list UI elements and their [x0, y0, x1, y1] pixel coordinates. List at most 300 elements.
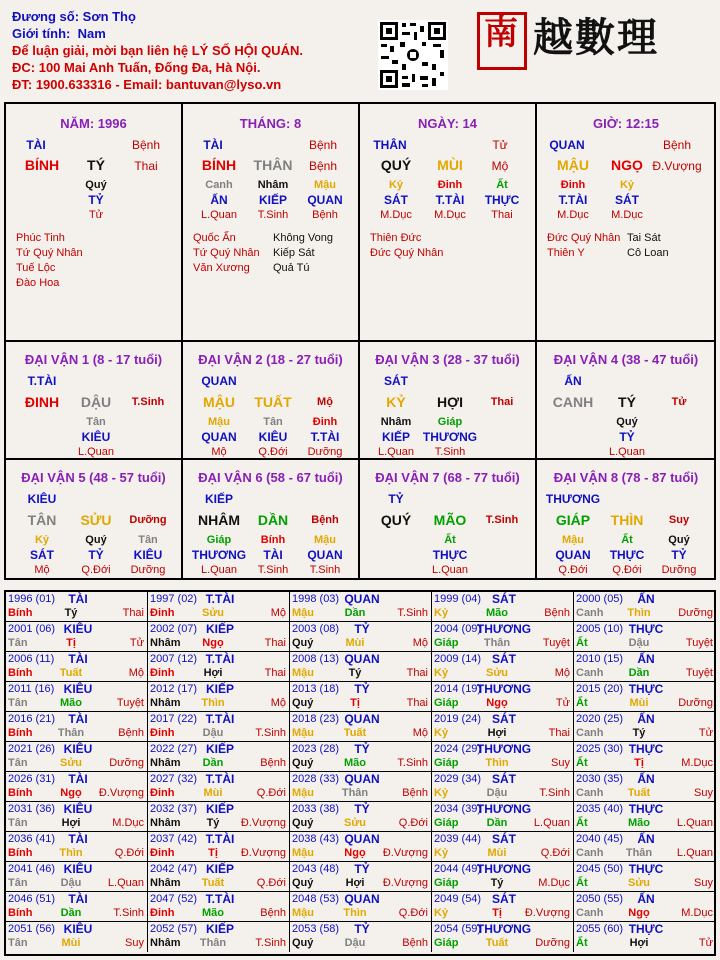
year-chi: Tý [348, 667, 362, 679]
year-chi: Tý [632, 727, 646, 739]
year-chi: Dậu [628, 637, 650, 649]
year-cell [290, 922, 432, 952]
star-left: Đức Quý Nhân [547, 232, 621, 244]
year-stage: L.Quan [107, 877, 144, 889]
year-chi: Dần [628, 667, 650, 679]
dai-van-chi: MÃO [433, 512, 467, 528]
year-label: 2037 (42) [150, 833, 198, 845]
dai-van-can: MẬU [203, 394, 235, 410]
year-stage: Q.Đới [540, 847, 570, 859]
gender-value: Nam [77, 26, 106, 41]
star-right: Kiếp Sát [273, 247, 315, 259]
header-info [12, 8, 303, 93]
year-god: KIẾP [205, 682, 235, 696]
dv-hidden-can: Mậu [562, 534, 584, 546]
year-label: 2004 (09) [434, 623, 482, 635]
year-can: Đinh [150, 667, 175, 679]
hidden-god: SÁT [615, 193, 639, 207]
year-label: 2033 (38) [292, 803, 340, 815]
dai-van-can: NHÂM [198, 512, 240, 528]
hidden-stage: Bệnh [312, 209, 338, 221]
dv-hidden-god: TỶ [671, 548, 687, 562]
year-label: 2009 (14) [434, 653, 482, 665]
year-cell [432, 832, 574, 862]
year-cell [290, 682, 432, 712]
hidden-god: ẤN [210, 193, 228, 207]
year-god: TÀI [68, 772, 88, 786]
year-label: 2003 (08) [292, 623, 340, 635]
address: ĐC: 100 Mai Anh Tuấn, Đống Đa, Hà Nội. [12, 60, 261, 75]
dv-hidden-stage: L.Quan [77, 446, 115, 458]
year-chi: Tuất [201, 877, 225, 889]
hidden-god: KIẾP [258, 193, 288, 207]
pillar-can: QUÝ [380, 157, 412, 173]
year-chi: Ngọ [344, 847, 366, 859]
year-label: 2002 (07) [150, 623, 198, 635]
year-god: TỶ [354, 802, 370, 816]
dai-van-cell [6, 460, 183, 580]
year-stage: Tuyệt [685, 667, 713, 679]
star-left: Quốc Ấn [193, 232, 236, 244]
year-stage: Dưỡng [678, 607, 713, 619]
year-label: 2020 (25) [576, 713, 624, 725]
year-label: 2019 (24) [434, 713, 482, 725]
dai-van-god: KIÊU [27, 492, 57, 506]
year-god: SÁT [492, 832, 516, 846]
year-can: Quý [292, 877, 314, 889]
year-can: Kỷ [434, 727, 449, 739]
dv-hidden-stage: Mộ [34, 564, 50, 576]
year-cell [148, 622, 290, 652]
year-cell [432, 682, 574, 712]
year-chi: Tị [350, 697, 360, 709]
year-can: Mậu [292, 907, 314, 919]
year-label: 2011 (16) [8, 683, 55, 695]
star-left: Đức Quý Nhân [370, 247, 444, 259]
year-god: SÁT [492, 652, 516, 666]
year-label: 2029 (34) [434, 773, 482, 785]
year-cell [148, 682, 290, 712]
year-stage: Đ.Vượng [98, 787, 144, 799]
dv-hidden-can: Tân [263, 416, 283, 428]
year-stage: Bệnh [544, 607, 570, 619]
year-stage: Dưỡng [109, 757, 144, 769]
year-god: KIẾP [205, 862, 235, 876]
dv-hidden-god: TÀI [263, 548, 283, 562]
year-label: 2025 (30) [576, 743, 624, 755]
year-god: ẤN [637, 772, 655, 786]
year-chi: Dậu [486, 787, 508, 799]
year-cell [6, 682, 148, 712]
year-can: Ất [576, 757, 588, 769]
year-label: 2006 (11) [8, 653, 55, 665]
year-label: 2005 (10) [576, 623, 624, 635]
year-can: Canh [576, 787, 604, 799]
dai-van-god: T.TÀI [27, 374, 57, 388]
year-god: THƯƠNG [476, 922, 532, 936]
year-stage: Thai [122, 607, 144, 619]
year-stage: Đ.Vượng [382, 847, 428, 859]
year-can: Bính [8, 727, 33, 739]
dai-van-cell [360, 342, 537, 460]
dv-hidden-god: KIÊU [133, 548, 163, 562]
year-chi: Mùi [487, 847, 507, 859]
year-god: KIẾP [205, 742, 235, 756]
year-god: QUAN [344, 712, 380, 726]
year-stage: Suy [694, 787, 713, 799]
hidden-can: Đinh [560, 179, 586, 191]
year-can: Canh [576, 607, 604, 619]
year-god: THƯƠNG [476, 622, 532, 636]
dai-van-chi: TUẤT [254, 394, 292, 410]
year-chi: Tuất [59, 667, 83, 679]
dai-van-god: KIẾP [204, 492, 234, 506]
pillar-cell [6, 104, 183, 342]
year-chi: Dậu [344, 937, 366, 949]
year-cell [432, 892, 574, 922]
year-cell [148, 832, 290, 862]
year-can: Nhâm [150, 697, 181, 709]
dv-hidden-can: Quý [616, 416, 638, 428]
year-god: T.TÀI [205, 892, 235, 906]
year-can: Kỷ [434, 667, 449, 679]
year-label: 2049 (54) [434, 893, 482, 905]
year-chi: Thìn [343, 907, 367, 919]
dv-hidden-god: KIÊU [258, 430, 288, 444]
year-cell [290, 652, 432, 682]
year-stage: M.Dục [681, 757, 713, 769]
dv-hidden-can: Giáp [437, 416, 463, 428]
pillar-chi: MÙI [437, 157, 463, 173]
year-can: Quý [292, 937, 314, 949]
dv-hidden-god: THỰC [609, 548, 645, 562]
year-god: QUAN [344, 832, 380, 846]
year-cell [6, 892, 148, 922]
owner-name: Đương số: Sơn Thọ [12, 9, 136, 24]
year-label: 2045 (50) [576, 863, 624, 875]
dv-hidden-stage: Dưỡng [130, 564, 166, 576]
pillar-stage-top: Bệnh [308, 138, 338, 152]
dv-hidden-stage: Mộ [211, 446, 227, 458]
year-can: Đinh [150, 607, 175, 619]
year-cell [148, 862, 290, 892]
dv-hidden-god: T.TÀI [310, 430, 340, 444]
hidden-stage: M.Dục [557, 209, 589, 221]
year-god: THỰC [628, 922, 664, 936]
year-chi: Dần [202, 757, 224, 769]
dv-hidden-stage: L.Quan [200, 564, 238, 576]
year-stage: Q.Đới [398, 907, 428, 919]
red-seal-logo [477, 12, 527, 70]
year-god: TỶ [354, 682, 370, 696]
year-cell [148, 892, 290, 922]
annual-years-table [4, 590, 716, 956]
year-god: ẤN [637, 652, 655, 666]
year-label: 2055 (60) [576, 923, 624, 935]
year-god: THƯƠNG [476, 682, 532, 696]
year-can: Bính [8, 607, 33, 619]
year-can: Mậu [292, 607, 314, 619]
pillar-title: THÁNG: 8 [239, 116, 302, 131]
dv-hidden-stage: Dưỡng [307, 446, 343, 458]
star-left: Văn Xương [193, 262, 250, 274]
year-chi: Dần [60, 907, 82, 919]
year-stage: Mộ [554, 667, 570, 679]
year-label: 2031 (36) [8, 803, 56, 815]
seal-text: 南 [484, 13, 518, 53]
qr-code-icon [378, 20, 448, 90]
year-label: 2027 (32) [150, 773, 198, 785]
year-can: Giáp [434, 817, 459, 829]
year-chi: Thìn [201, 697, 225, 709]
year-cell [6, 622, 148, 652]
year-cell [148, 772, 290, 802]
year-stage: Bệnh [402, 937, 428, 949]
star-right: Quả Tú [273, 262, 310, 274]
year-label: 2021 (26) [8, 743, 56, 755]
dv-hidden-god: QUAN [201, 430, 237, 444]
year-god: T.TÀI [205, 712, 235, 726]
year-stage: L.Quan [676, 817, 713, 829]
year-label: 2007 (12) [150, 653, 198, 665]
hidden-god: SÁT [384, 193, 408, 207]
dai-van-chi: TÝ [618, 394, 636, 410]
year-label: 2008 (13) [292, 653, 340, 665]
year-cell [6, 832, 148, 862]
year-label: 2000 (05) [576, 593, 624, 605]
year-cell [574, 832, 716, 862]
year-chi: Tuất [627, 787, 651, 799]
dv-hidden-god: THƯƠNG [191, 548, 247, 562]
year-stage: L.Quan [533, 817, 570, 829]
year-can: Bính [8, 787, 33, 799]
year-god: TỶ [354, 742, 370, 756]
year-can: Mậu [292, 727, 314, 739]
year-stage: Tử [129, 637, 144, 649]
year-chi: Tý [490, 877, 504, 889]
year-god: KIÊU [63, 682, 93, 696]
dai-van-cell [6, 342, 183, 460]
year-god: TÀI [68, 652, 88, 666]
year-chi: Tuất [343, 727, 367, 739]
year-cell [574, 742, 716, 772]
dv-hidden-can: Ất [444, 534, 456, 546]
year-stage: Đ.Vượng [240, 847, 286, 859]
hidden-god: THỰC [484, 193, 520, 207]
year-label: 2001 (06) [8, 623, 56, 635]
year-stage: Tuyệt [542, 637, 570, 649]
year-chi: Thìn [627, 607, 651, 619]
year-chi: Tị [634, 757, 644, 769]
year-god: ẤN [637, 832, 655, 846]
year-stage: Bệnh [402, 787, 428, 799]
year-can: Nhâm [150, 877, 181, 889]
hidden-god: T.TÀI [435, 193, 465, 207]
hidden-god: QUAN [307, 193, 343, 207]
year-label: 2017 (22) [150, 713, 198, 725]
dai-van-can: QUÝ [380, 512, 412, 528]
year-chi: Dậu [202, 727, 224, 739]
year-label: 2040 (45) [576, 833, 624, 845]
year-chi: Mão [202, 907, 224, 919]
dv-hidden-god: THƯƠNG [422, 430, 478, 444]
bazi-chart [4, 102, 716, 580]
year-chi: Thân [57, 727, 85, 739]
year-chi: Thìn [59, 847, 83, 859]
year-cell [432, 622, 574, 652]
year-chi: Tị [208, 847, 218, 859]
dv-hidden-stage: T.Sinh [434, 446, 466, 458]
dv-hidden-stage: Q.Đới [612, 564, 642, 576]
year-chi: Mùi [345, 637, 365, 649]
year-stage: Bệnh [118, 727, 144, 739]
dv-hidden-god: KIÊU [81, 430, 111, 444]
year-label: 2035 (40) [576, 803, 624, 815]
year-can: Ất [576, 937, 588, 949]
star-right: Tai Sát [627, 232, 661, 244]
pillar-cell [183, 104, 360, 342]
year-label: 1996 (01) [8, 593, 56, 605]
dv-hidden-can: Đinh [312, 416, 338, 428]
year-can: Tân [8, 937, 28, 949]
year-god: QUAN [344, 892, 380, 906]
gender-label: Giới tính: [12, 26, 71, 41]
hidden-stage: T.Sinh [257, 209, 289, 221]
dai-van-stage: Suy [668, 514, 690, 526]
dai-van-chi: SỬU [80, 512, 112, 528]
year-chi: Mão [344, 757, 366, 769]
year-stage: Tử [698, 727, 713, 739]
year-cell [574, 712, 716, 742]
dai-van-stage: Tử [671, 396, 687, 408]
year-cell [432, 922, 574, 952]
dv-hidden-can: Quý [668, 534, 690, 546]
hidden-stage: Thai [491, 209, 513, 221]
dai-van-god: TỶ [388, 492, 404, 506]
year-label: 2026 (31) [8, 773, 56, 785]
gender-line [12, 25, 303, 42]
year-cell [6, 802, 148, 832]
year-god: TÀI [68, 832, 88, 846]
year-stage: Tuyệt [685, 637, 713, 649]
year-can: Kỷ [434, 787, 449, 799]
year-cell [148, 712, 290, 742]
dai-van-title: ĐẠI VẬN 4 (38 - 47 tuổi) [553, 352, 699, 367]
year-label: 2010 (15) [576, 653, 624, 665]
year-label: 2053 (58) [292, 923, 340, 935]
year-can: Quý [292, 697, 314, 709]
dv-hidden-can: Tân [138, 534, 158, 546]
dai-van-god: SÁT [384, 374, 408, 388]
dai-van-title: ĐẠI VẬN 2 (18 - 27 tuổi) [198, 352, 343, 367]
year-cell [6, 592, 148, 622]
star-left: Tứ Quý Nhân [193, 247, 260, 259]
dai-van-god: THƯƠNG [545, 492, 601, 506]
year-chi: Tý [206, 817, 220, 829]
year-label: 2012 (17) [150, 683, 198, 695]
year-can: Đinh [150, 847, 175, 859]
dv-hidden-stage: L.Quan [377, 446, 415, 458]
year-stage: Đ.Vượng [524, 907, 570, 919]
star-left: Phúc Tinh [16, 232, 65, 244]
year-stage: M.Dục [681, 907, 713, 919]
year-god: SÁT [492, 892, 516, 906]
dv-hidden-stage: L.Quan [431, 564, 469, 576]
year-god: TỶ [354, 922, 370, 936]
year-can: Bính [8, 847, 33, 859]
dai-van-stage: Thai [490, 396, 514, 408]
star-right: Cô Loan [627, 247, 669, 259]
year-can: Đinh [150, 907, 175, 919]
year-god: TỶ [354, 862, 370, 876]
year-god: SÁT [492, 772, 516, 786]
star-left: Tuế Lộc [16, 262, 56, 274]
year-stage: M.Dục [538, 877, 570, 889]
year-god: THỰC [628, 622, 664, 636]
dai-van-chi: THÌN [610, 512, 644, 528]
year-chi: Tị [66, 637, 76, 649]
year-god: T.TÀI [205, 652, 235, 666]
dv-hidden-god: TỶ [88, 548, 104, 562]
year-stage: Q.Đới [256, 787, 286, 799]
year-cell [432, 802, 574, 832]
year-stage: Bệnh [260, 757, 286, 769]
year-chi: Hợi [203, 667, 223, 679]
year-can: Nhâm [150, 817, 181, 829]
pillar-stage: Thai [134, 159, 158, 173]
dai-van-can: GIÁP [555, 512, 591, 528]
year-stage: L.Quan [676, 847, 713, 859]
dai-van-title: ĐẠI VẬN 3 (28 - 37 tuổi) [375, 352, 520, 367]
year-cell [290, 832, 432, 862]
dai-van-stage: T.Sinh [131, 396, 165, 408]
year-label: 2022 (27) [150, 743, 198, 755]
pillar-title: NĂM: 1996 [60, 116, 127, 131]
year-god: T.TÀI [205, 772, 235, 786]
year-stage: Thai [264, 637, 286, 649]
year-cell [574, 682, 716, 712]
year-can: Quý [292, 637, 314, 649]
dv-hidden-god: QUAN [555, 548, 591, 562]
hidden-can: Nhâm [257, 179, 289, 191]
hidden-can: Mậu [314, 179, 336, 191]
year-cell [574, 922, 716, 952]
year-cell [574, 772, 716, 802]
dv-hidden-can: Giáp [206, 534, 232, 546]
year-label: 2052 (57) [150, 923, 198, 935]
year-stage: Thai [548, 727, 570, 739]
year-cell [290, 862, 432, 892]
year-cell [574, 592, 716, 622]
year-stage: Tuyệt [116, 697, 144, 709]
year-can: Nhâm [150, 937, 181, 949]
year-can: Kỷ [434, 607, 449, 619]
hidden-can: Đinh [437, 179, 463, 191]
year-god: THỰC [628, 682, 664, 696]
year-can: Ất [576, 877, 588, 889]
dai-van-title: ĐẠI VẬN 7 (68 - 77 tuổi) [375, 470, 520, 485]
year-stage: Dưỡng [678, 697, 713, 709]
year-chi: Hợi [487, 727, 507, 739]
pillar-chi: TÝ [87, 157, 105, 173]
year-can: Bính [8, 907, 33, 919]
dai-van-stage: Dưỡng [129, 514, 167, 526]
dai-van-can: KỶ [386, 394, 406, 410]
year-can: Giáp [434, 877, 459, 889]
year-can: Quý [292, 757, 314, 769]
year-label: 2039 (44) [434, 833, 482, 845]
pillar-stage-top: Bệnh [662, 138, 692, 152]
